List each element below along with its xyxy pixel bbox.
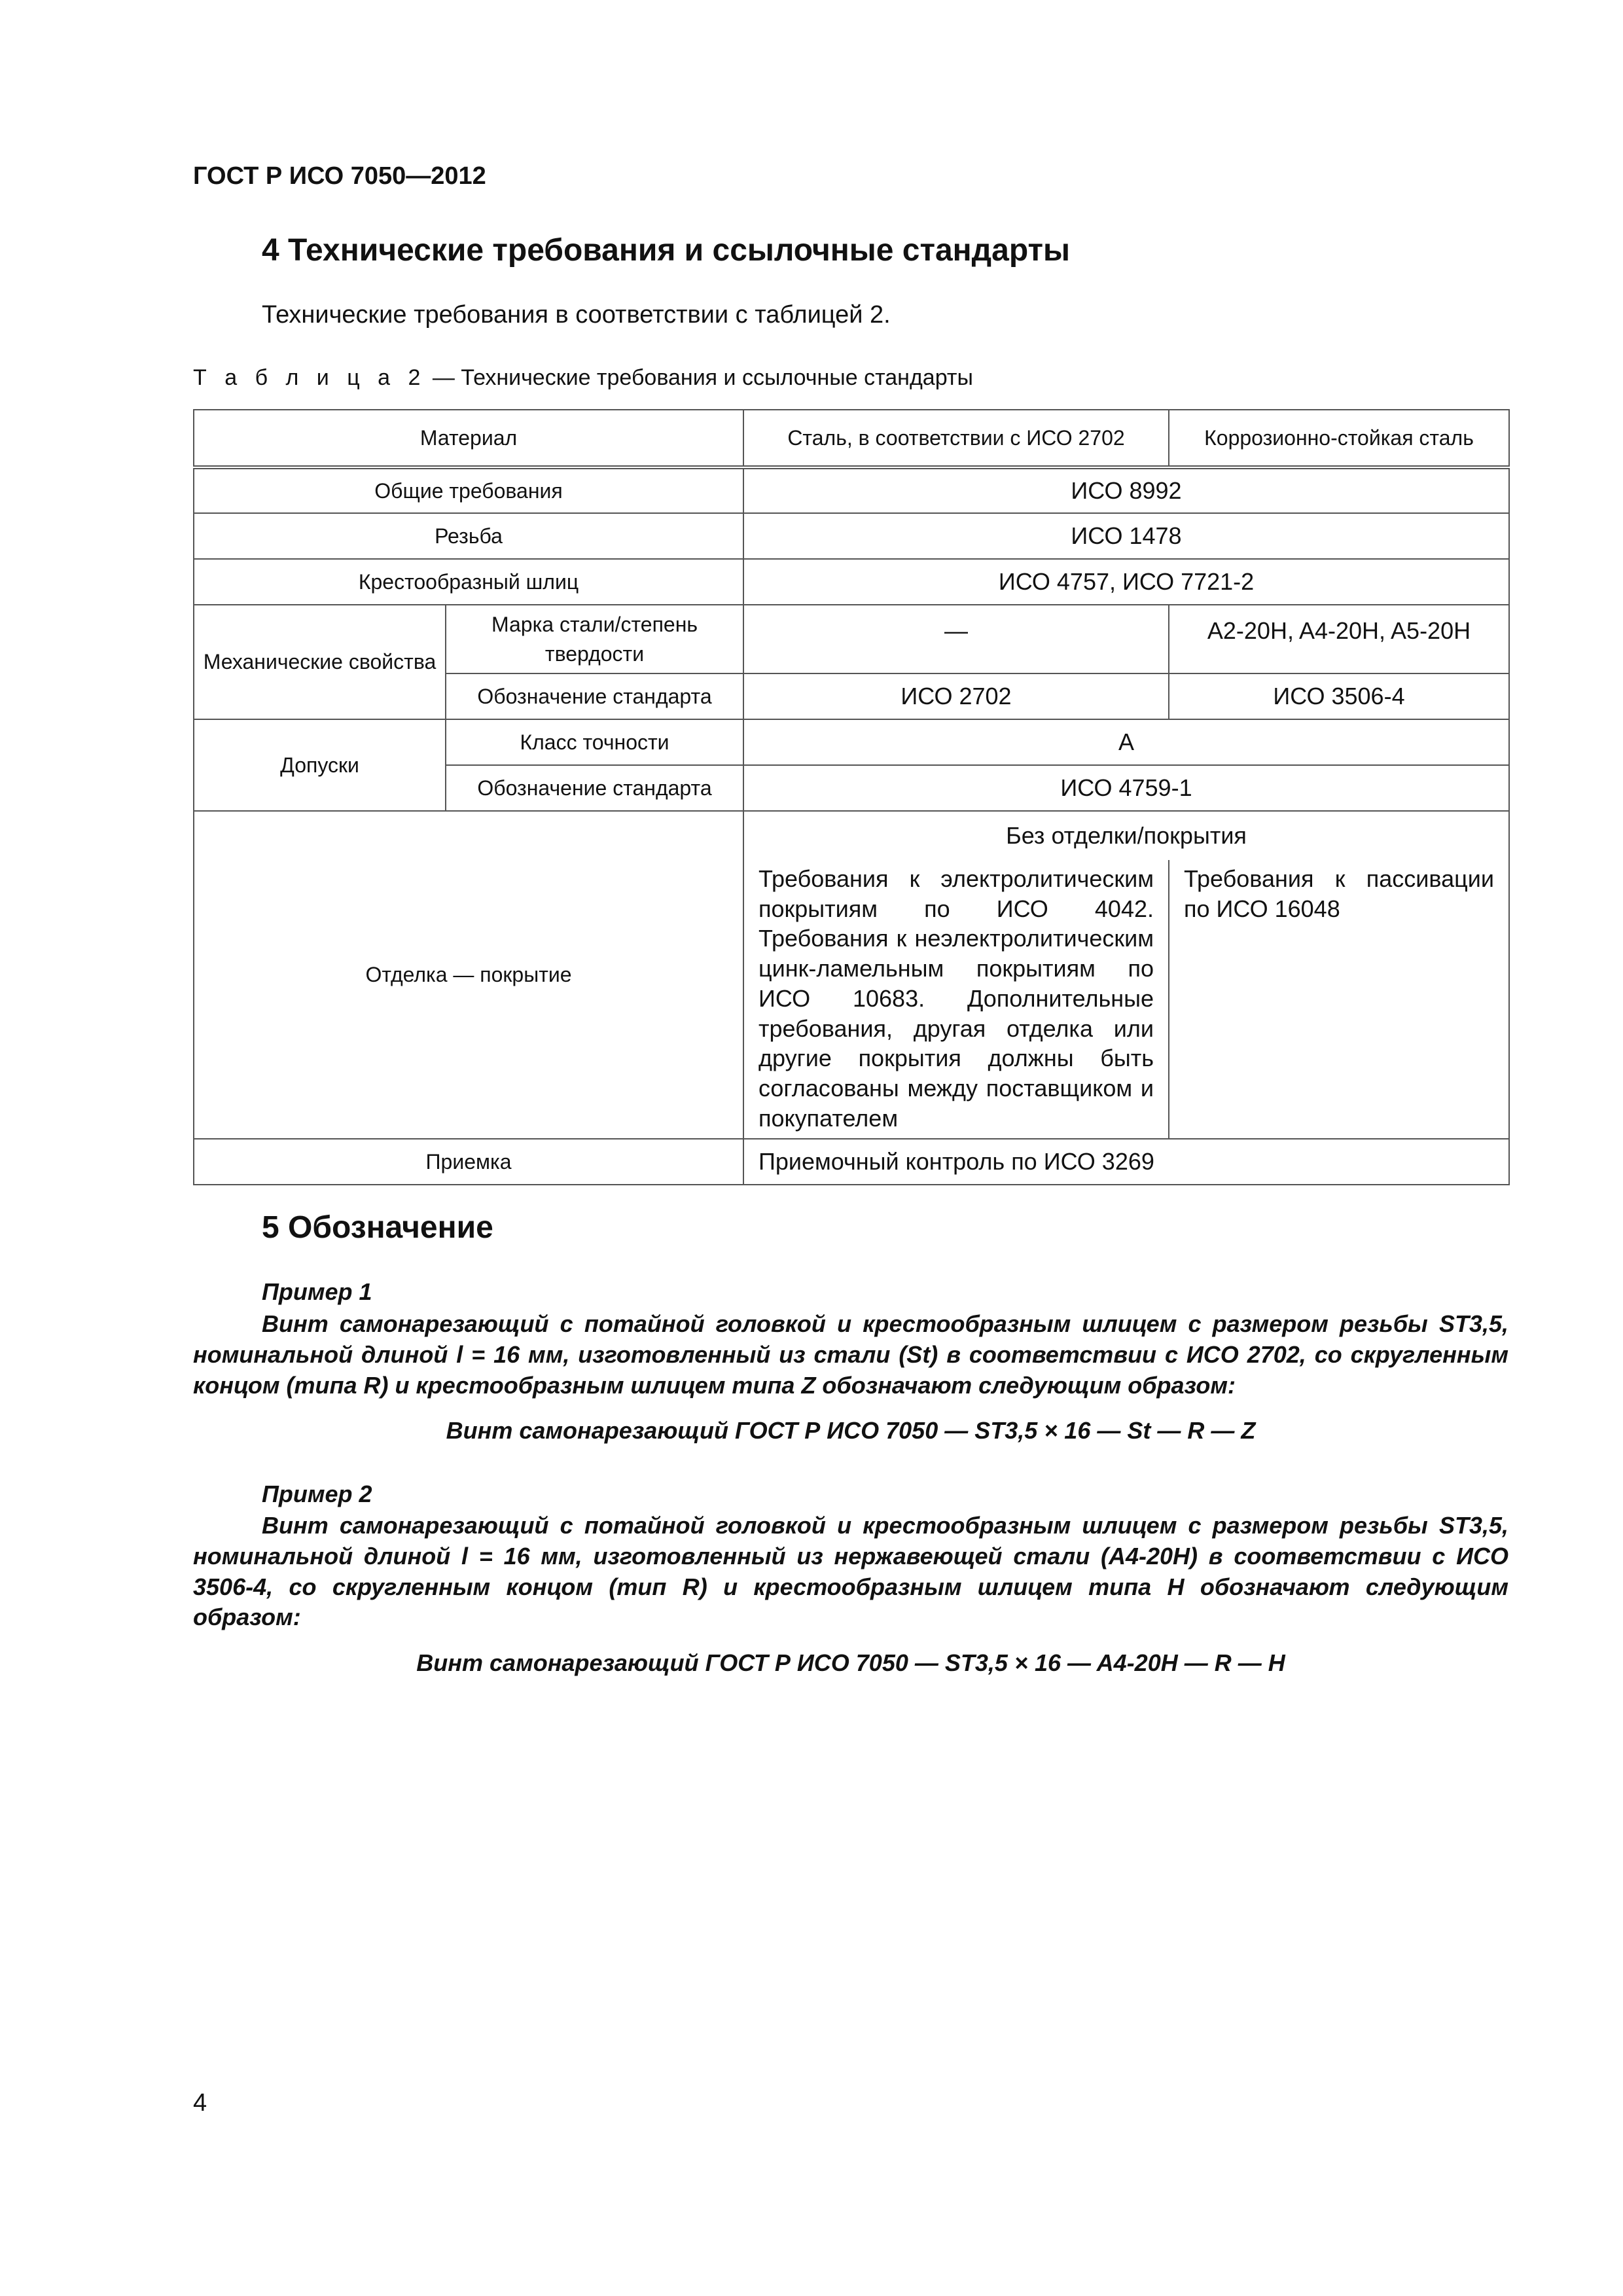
row-mech-grade-stainless: A2-20H, A4-20H, A5-20H (1169, 605, 1509, 673)
row-tol-class-value: A (743, 719, 1509, 765)
row-mech-std-steel: ИСО 2702 (743, 673, 1169, 719)
table-row (194, 467, 1509, 513)
header-stainless: Коррозионно-стойкая сталь (1169, 410, 1509, 467)
example-1-label: Пример 1 (262, 1278, 372, 1305)
example-2-label: Пример 2 (262, 1480, 372, 1507)
row-mech-std-stainless: ИСО 3506-4 (1169, 673, 1509, 719)
table-row (194, 719, 1509, 765)
row-finish-top: Без отделки/покрытия (743, 811, 1509, 860)
example-2-text: Винт самонарезающий с потайной головкой и крестообразным шлицем с размером резьбы ST3,5, номинальной длиной l = 16 мм, изготовленный из нержавеющей стали (A4-20H) в соответствии с ИСО 3506-4, со скругленным концом (тип R) и крестообразным шлицем типа H обозначают следующим образом: (193, 1512, 1508, 1631)
table-row (194, 513, 1509, 559)
row-finish-stainless: Требования к пассивации по ИСО 16048 (1169, 860, 1509, 1139)
requirements-table (193, 409, 1510, 1185)
row-tol-std-label: Обозначение стандарта (446, 765, 743, 811)
table-caption-text: — Технические требования и ссылочные стандарты (426, 365, 973, 390)
page-number: 4 (193, 2089, 207, 2117)
row-general-value: ИСО 8992 (743, 467, 1509, 513)
table-header-row (194, 410, 1509, 467)
row-thread-value: ИСО 1478 (743, 513, 1509, 559)
table-row (194, 811, 1509, 860)
table-caption (193, 365, 973, 391)
row-general-label: Общие требования (194, 467, 743, 513)
row-mech-grade-steel: — (743, 605, 1169, 673)
table-row (194, 559, 1509, 605)
row-mech-grade-label: Марка стали/степень твердости (446, 605, 743, 673)
header-material: Материал (194, 410, 743, 467)
row-tol-class-label: Класс точности (446, 719, 743, 765)
header-steel: Сталь, в соответствии с ИСО 2702 (743, 410, 1169, 467)
table-row (194, 1139, 1509, 1185)
row-mech-label: Механические свойства (194, 605, 446, 719)
row-finish-steel: Требования к электролитическим покрытиям по ИСО 4042. Требования к неэлектролитическим цинк-ламельным покрытиям по ИСО 10683. Дополнительные требования, другая отделка или другие покрытия должны быть согласованы между поставщиком и покупателем (743, 860, 1169, 1139)
document-header: ГОСТ Р ИСО 7050—2012 (193, 162, 486, 190)
section-4-intro: Технические требования в соответствии с таблицей 2. (262, 301, 891, 329)
row-tol-std-value: ИСО 4759-1 (743, 765, 1509, 811)
row-recess-value: ИСО 4757, ИСО 7721-2 (743, 559, 1509, 605)
row-mech-std-label: Обозначение стандарта (446, 673, 743, 719)
table-caption-prefix: Т а б л и ц а 2 (193, 365, 427, 390)
row-finish-label: Отделка — покрытие (194, 811, 743, 1139)
section-4-title: 4 Технические требования и ссылочные стандарты (262, 233, 1071, 268)
section-5-title: 5 Обозначение (262, 1210, 493, 1245)
row-thread-label: Резьба (194, 513, 743, 559)
row-tol-label: Допуски (194, 719, 446, 811)
row-accept-label: Приемка (194, 1139, 743, 1185)
example-1-text: Винт самонарезающий с потайной головкой и крестообразным шлицем с размером резьбы ST3,5, номинальной длиной l = 16 мм, изготовленный из стали (St) в соответствии с ИСО 2702, со скругленным концом (типа R) и крестообразным шлицем типа Z обозначают следующим образом: (193, 1310, 1508, 1399)
example-2-designation: Винт самонарезающий ГОСТ Р ИСО 7050 — ST3,5 × 16 — A4-20H — R — H (416, 1649, 1285, 1676)
example-1-designation: Винт самонарезающий ГОСТ Р ИСО 7050 — ST3,5 × 16 — St — R — Z (446, 1417, 1256, 1444)
table-row (194, 605, 1509, 673)
row-recess-label: Крестообразный шлиц (194, 559, 743, 605)
row-accept-value: Приемочный контроль по ИСО 3269 (743, 1139, 1509, 1185)
